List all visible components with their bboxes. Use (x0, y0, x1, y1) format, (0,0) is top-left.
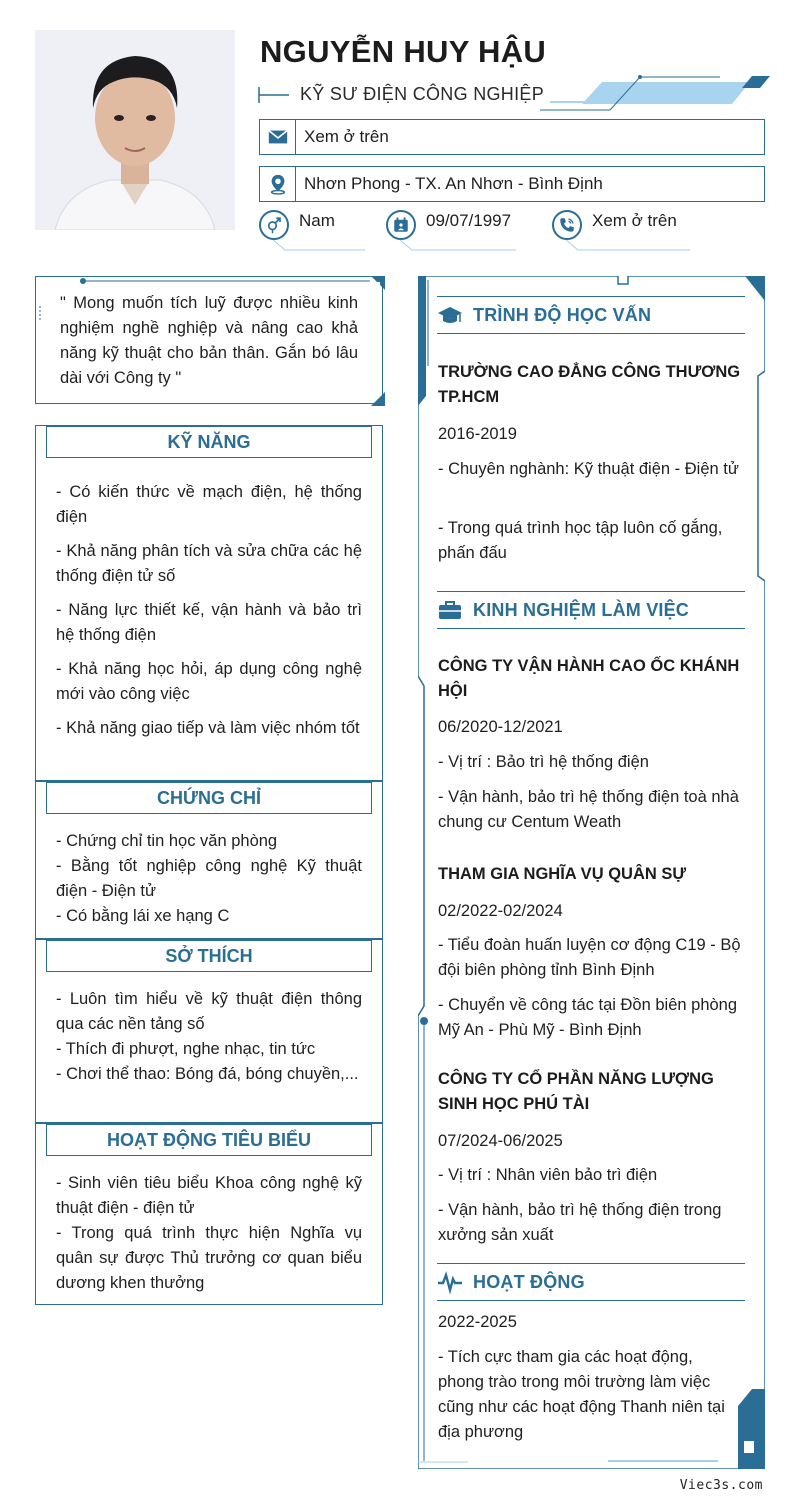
hobbies-heading: SỞ THÍCH (46, 940, 372, 972)
birthday-value: 09/07/1997 (426, 211, 512, 230)
certificate-item: - Có bằng lái xe hạng C (56, 907, 230, 925)
address-value: Nhơn Phong - TX. An Nhơn - Bình Định (304, 174, 603, 193)
education-period: 2016-2019 (438, 425, 517, 443)
education-detail: - Trong quá trình học tập luôn cố gắng, phấn đấu (438, 519, 723, 562)
profile-photo (35, 30, 235, 230)
certificates-heading: CHỨNG CHỈ (46, 782, 372, 814)
activities-heading-row (437, 1263, 745, 1301)
job-period: 07/2024-06/2025 (438, 1132, 563, 1150)
highlight-item: - Trong quá trình thực hiện Nghĩa vụ quân sự được Thủ trưởng cơ quan biểu dương khen thưởng (56, 1224, 362, 1292)
skills-heading: KỸ NĂNG (46, 426, 372, 458)
skill-item: - Khả năng giao tiếp và làm việc nhóm tốt (56, 719, 360, 737)
phone-value: Xem ở trên (592, 211, 677, 230)
education-detail: - Chuyên nghành: Kỹ thuật điện - Điện tử (438, 460, 739, 478)
briefcase-icon (437, 597, 463, 623)
hobby-item: - Luôn tìm hiểu về kỹ thuật điện thông qua các nền tảng số (56, 990, 362, 1033)
phone-icon (552, 210, 582, 240)
job-detail: - Chuyển về công tác tại Đồn biên phòng Mỹ An - Phù Mỹ - Bình Định (438, 996, 738, 1039)
highlights-section (35, 1123, 383, 1305)
job-detail: - Tiểu đoàn huấn luyện cơ động C19 - Bộ đội biên phòng tỉnh Bình Định (438, 936, 741, 979)
education-school: TRƯỜNG CAO ĐẲNG CÔNG THƯƠNG TP.HCM (438, 363, 741, 406)
job-detail: - Vị trí : Bảo trì hệ thống điện (438, 753, 649, 771)
job-company: CÔNG TY CỔ PHẦN NĂNG LƯỢNG SINH HỌC PHÚ TÀI (438, 1070, 714, 1113)
experience-heading-row (437, 591, 745, 629)
job-detail: - Vận hành, bảo trì hệ thống điện toà nhà chung cư Centum Weath (438, 788, 739, 831)
job-company: CÔNG TY VẬN HÀNH CAO ỐC KHÁNH HỘI (438, 657, 740, 700)
activities-period: 2022-2025 (438, 1313, 517, 1331)
location-pin-icon (260, 167, 296, 201)
calendar-icon (386, 210, 416, 240)
certificate-item: - Bằng tốt nghiệp công nghệ Kỹ thuật điện - Điện tử (56, 857, 362, 900)
gender-value: Nam (299, 211, 335, 230)
header-circuit-decor (540, 72, 772, 114)
email-value: Xem ở trên (304, 127, 389, 146)
highlights-heading: HOẠT ĐỘNG TIÊU BIỂU (46, 1124, 372, 1156)
objective-text: " Mong muốn tích luỹ được nhiều kinh nghiệm nghề nghiệp và nâng cao khả năng kỹ thuật cho bản thân. Gắn bó lâu dài với Công ty " (60, 294, 358, 387)
activities-detail: - Tích cực tham gia các hoạt động, phong trào trong môi trường làm việc cũng như các hoạt động Thanh niên tại địa phương (438, 1348, 725, 1441)
hobby-item: - Thích đi phượt, nghe nhạc, tin tức (56, 1040, 316, 1058)
skill-item: - Khả năng học hỏi, áp dụng công nghệ mới vào công việc (56, 660, 362, 703)
certificates-section (35, 781, 383, 939)
mail-icon (260, 120, 296, 154)
education-heading: TRÌNH ĐỘ HỌC VẤN (473, 304, 652, 325)
education-heading-row (437, 296, 745, 334)
job-title: KỸ SƯ ĐIỆN CÔNG NGHIỆP (300, 84, 545, 104)
gender-icon (259, 210, 289, 240)
phone-underline (566, 240, 690, 252)
birthday-underline (400, 240, 516, 252)
job-detail: - Vận hành, bảo trì hệ thống điện trong xưởng sản xuất (438, 1201, 722, 1244)
highlight-item: - Sinh viên tiêu biểu Khoa công nghệ kỹ thuật điện - điện tử (56, 1174, 362, 1217)
job-period: 02/2022-02/2024 (438, 902, 563, 920)
skill-item: - Năng lực thiết kế, vận hành và bảo trì hệ thống điện (56, 601, 362, 644)
birthday-item (386, 210, 511, 240)
job-detail: - Vị trí : Nhân viên bảo trì điện (438, 1166, 658, 1184)
phone-item (552, 210, 677, 240)
skill-item: - Có kiến thức về mạch điện, hệ thống điện (56, 483, 362, 526)
footer-watermark: Viec3s.com (679, 1478, 763, 1493)
candidate-name: NGUYỄN HUY HẬU (260, 34, 547, 69)
address-row (259, 166, 765, 202)
job-company: THAM GIA NGHĨA VỤ QUÂN SỰ (438, 865, 687, 883)
pulse-icon (437, 1269, 463, 1295)
activities-heading: HOẠT ĐỘNG (473, 1271, 585, 1292)
objective-box (35, 276, 383, 404)
skills-section (35, 425, 383, 781)
graduation-cap-icon (437, 302, 463, 328)
experience-heading: KINH NGHIỆM LÀM VIỆC (473, 599, 690, 620)
job-period: 06/2020-12/2021 (438, 718, 563, 736)
title-decor-line (258, 85, 290, 105)
skill-item: - Khả năng phân tích và sửa chữa các hệ thống điện tử số (56, 542, 362, 585)
hobbies-section (35, 939, 383, 1123)
gender-underline (273, 240, 365, 252)
email-row (259, 119, 765, 155)
hobby-item: - Chơi thể thao: Bóng đá, bóng chuyền,... (56, 1065, 359, 1083)
certificate-item: - Chứng chỉ tin học văn phòng (56, 832, 278, 850)
gender-item (259, 210, 335, 240)
